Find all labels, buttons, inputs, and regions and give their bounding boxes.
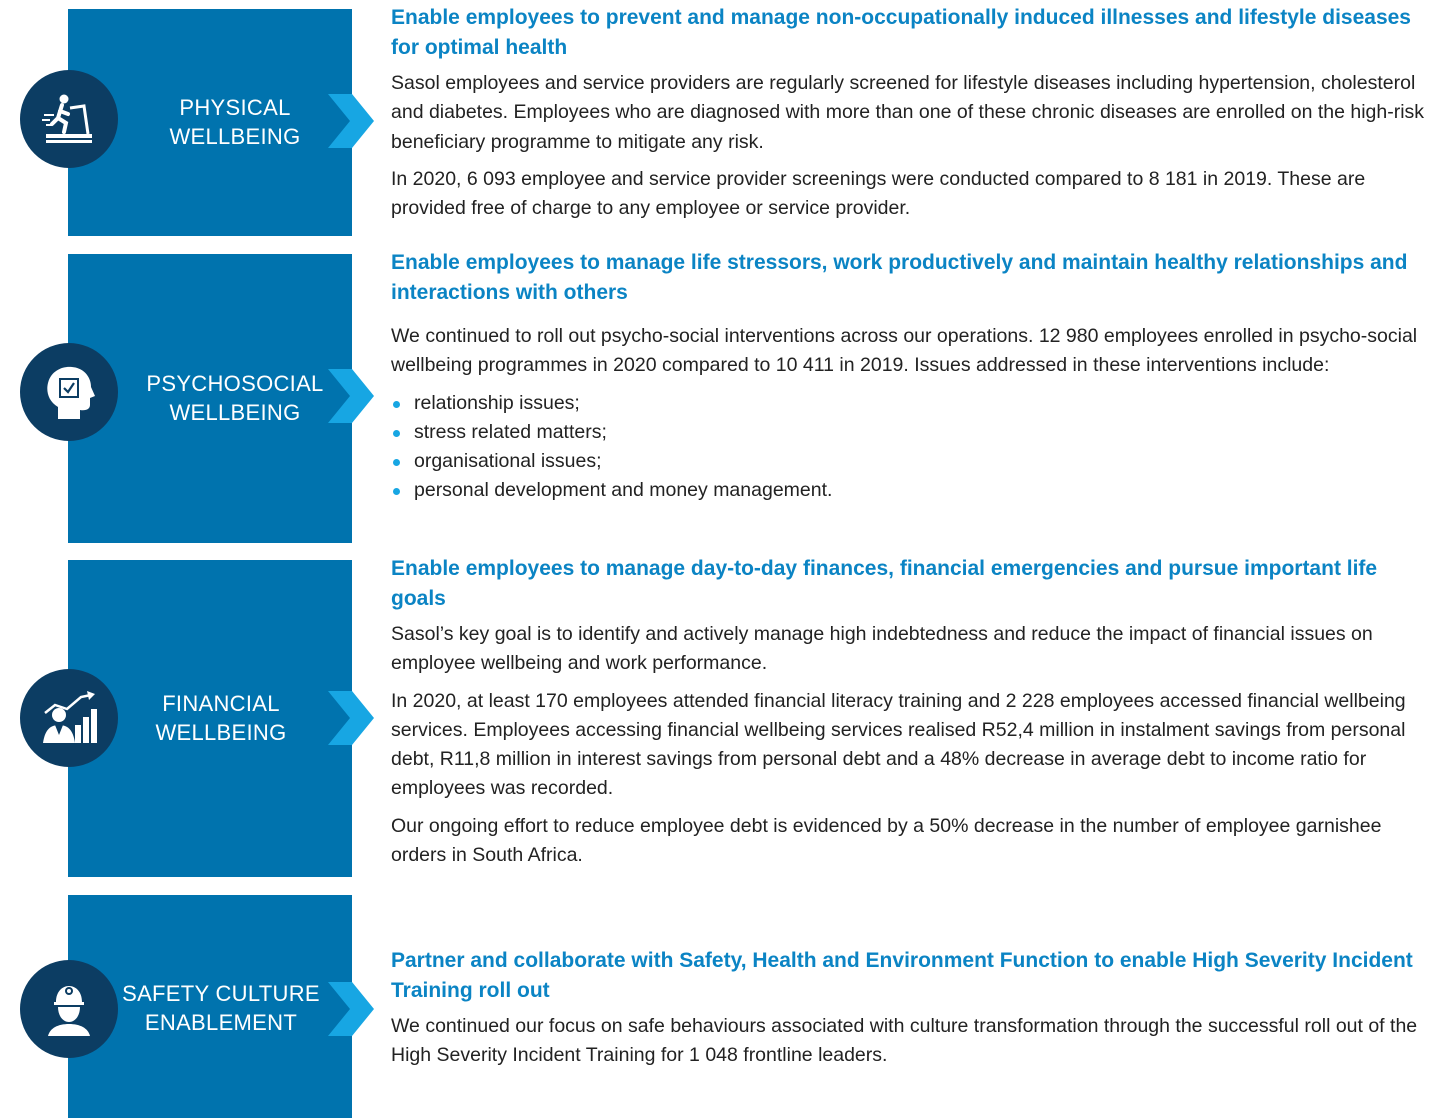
paragraph: Sasol employees and service providers are regularly screened for lifestyle diseases including hypertension, cholesterol and diabetes. Employees who are diagnosed with more than one of these chronic diseases are enrolled on the high-risk beneficiary programme to mitigate any risk.	[391, 72, 1425, 153]
category-label-line1: SAFETY CULTURE	[122, 981, 320, 1006]
list-item: personal development and money management.	[391, 476, 1426, 505]
category-label-line2: WELLBEING	[155, 720, 287, 745]
paragraph: We continued our focus on safe behaviours associated with culture transformation through the successful roll out of the High Severity Incident Training for 1 048 frontline leaders.	[391, 1015, 1418, 1067]
category-label-line1: FINANCIAL	[162, 691, 280, 716]
paragraph: Our ongoing effort to reduce employee debt is evidenced by a 50% decrease in the number of employee garnishee orders in South Africa.	[391, 814, 1382, 867]
category-label-line2: ENABLEMENT	[144, 1010, 298, 1035]
category-label-line2: WELLBEING	[169, 124, 301, 149]
section-heading: Enable employees to manage day-to-day finances, financial emergencies and pursue important life goals	[391, 557, 1378, 610]
category-label-line1: PSYCHOSOCIAL	[146, 371, 324, 396]
paragraph: We continued to roll out psycho-social interventions across our operations. 12 980 employees enrolled in psycho-social wellbeing programmes in 2020 compared to 10 411 in 2019. Issues addressed in these interventions include:	[391, 325, 1418, 377]
section-heading: Enable employees to prevent and manage non-occupationally induced illnesses and lifestyle diseases for optimal health	[391, 6, 1411, 59]
paragraph: In 2020, 6 093 employee and service provider screenings were conducted compared to 8 181 in 2019. These are provided free of charge to any employee or service provider.	[391, 167, 1366, 220]
category-label-line2: WELLBEING	[169, 400, 301, 425]
section-heading: Partner and collaborate with Safety, Health and Environment Function to enable High Severity Incident Training roll out	[391, 949, 1413, 1002]
paragraph: Sasol’s key goal is to identify and actively manage high indebtedness and reduce the impact of financial issues on employee wellbeing and work performance.	[391, 623, 1373, 675]
category-label	[104, 979, 338, 1037]
list-item: organisational issues;	[391, 447, 1426, 476]
list-item: relationship issues;	[391, 389, 1426, 418]
chevron-right-icon	[324, 982, 374, 1036]
section-heading: Enable employees to manage life stressors, work productively and maintain healthy relationships and interactions with others	[391, 251, 1408, 304]
category-label-line1: PHYSICAL	[179, 95, 291, 120]
list-item: stress related matters;	[391, 418, 1426, 447]
section-content	[391, 946, 1426, 1079]
paragraph: In 2020, at least 170 employees attended financial literacy training and 2 228 employees accessed financial wellbeing services. Employees accessing financial wellbeing services realised R52,4 million in instalment savings from personal debt, R11,8 million in interest savings from personal debt and a 48% decrease in average debt to income ratio for employees was recorded.	[391, 689, 1406, 800]
